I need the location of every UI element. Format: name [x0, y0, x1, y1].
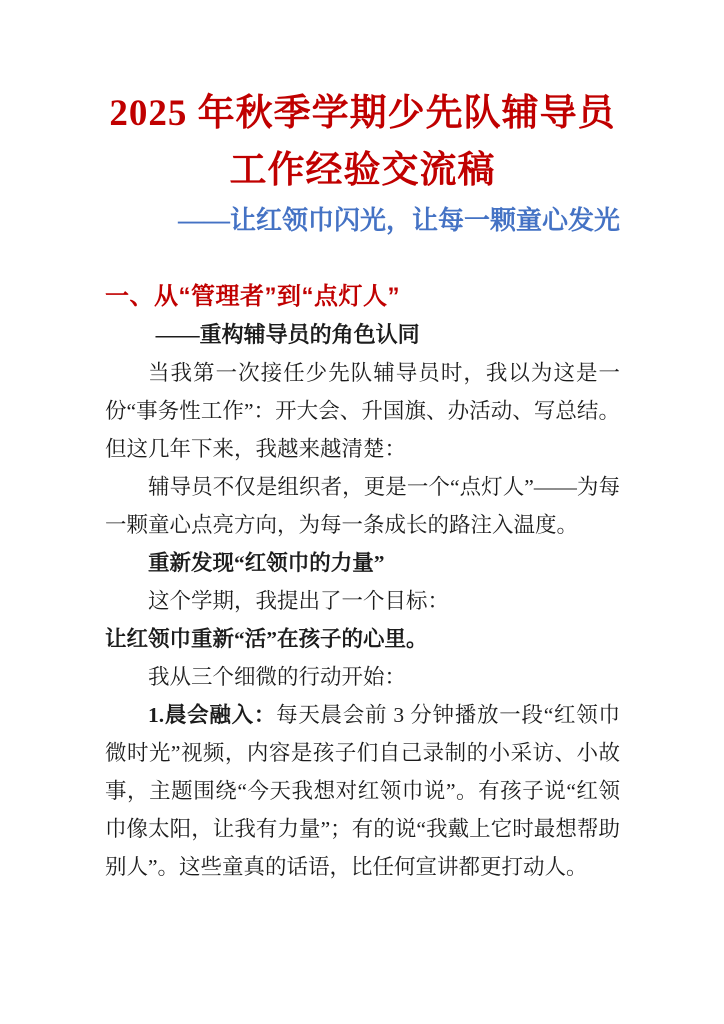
- document-title: [105, 85, 620, 199]
- body-paragraph: 我从三个细微的行动开始：: [148, 665, 407, 689]
- body-paragraph: 让红领巾重新“活”在孩子的心里。: [105, 627, 428, 651]
- paragraph-lead: 1.晨会融入：: [148, 703, 277, 727]
- section-heading: 一、从“管理者”到“点灯人”: [105, 283, 400, 310]
- body-paragraph: 辅导员不仅是组织者，更是一个“点灯人”——为每一颗童心点亮方向，为每一条成长的路注入温度。: [105, 475, 620, 537]
- document-title-line-2: 工作经验交流稿: [229, 150, 496, 191]
- document-subtitle: ——让红领巾闪光，让每一颗童心发光: [177, 206, 620, 235]
- section-subheading: ——重构辅导员的角色认同: [155, 322, 420, 347]
- body-paragraph: 重新发现“红领巾的力量”: [148, 551, 385, 575]
- body-paragraph: 这个学期，我提出了一个目标：: [148, 589, 450, 613]
- body-paragraph: 当我第一次接任少先队辅导员时，我以为这是一份“事务性工作”：开大会、升国旗、办活动、写总结。但这几年下来，我越来越清楚：: [105, 361, 620, 461]
- document-title-line-1: 2025 年秋季学期少先队辅导员: [109, 93, 616, 134]
- body-paragraph: 1.晨会融入：每天晨会前 3 分钟播放一段“红领巾微时光”视频，内容是孩子们自己录制的小采访、小故事，主题围绕“今天我想对红领巾说”。有孩子说“红领巾像太阳，让我有力量”；有的说“我戴上它时最想帮助别人”。这些童真的话语，比任何宣讲都更打动人。: [105, 703, 620, 879]
- paragraphs-container: [105, 354, 620, 886]
